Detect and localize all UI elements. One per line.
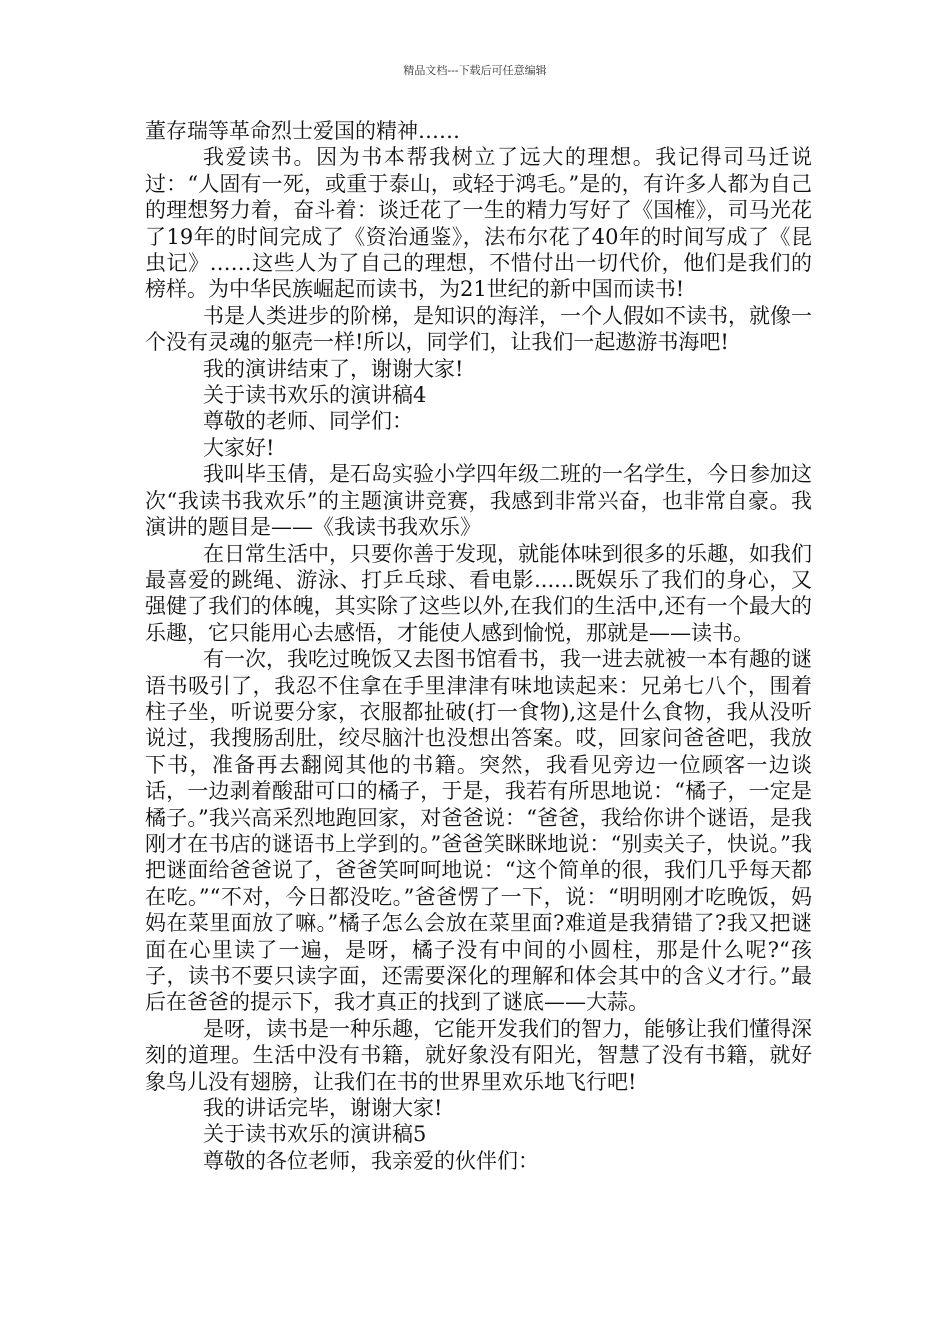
paragraph: 有一次，我吃过晚饭又去图书馆看书，我一进去就被一本有趣的谜语书吸引了，我忍不住拿在手里津津有味地读起来：兄弟七八个，围着柱子坐，听说要分家，衣服都扯破(打一食物),这是什么食物，我从没听说过，我搜肠刮肚，绞尽脑汁也没想出答案。哎，回家问爸爸吧，我放下书，准备再去翻阅其他的书籍。突然，我看见旁边一位顾客一边谈话，一边剥着酸甜可口的橘子，于是，我若有所思地说：“橘子，一定是橘子。”我兴高采烈地跑回家，对爸爸说：“爸爸，我给你讲个谜语，是我刚才在书店的谜语书上学到的。”爸爸笑眯眯地说：“别卖关子，快说。”我把谜面给爸爸说了，爸爸笑呵呵地说：“这个简单的很，我们几乎每天都在吃。”“不对，今日都没吃。”爸爸愣了一下，说：“明明刚才吃晚饭，妈妈在菜里面放了嘛。”橘子怎么会放在菜里面?难道是我猜错了?我又把谜面在心里读了一遍，是呀，橘子没有中间的小圆柱，那是什么呢?“孩子，读书不要只读字面，还需要深化的理解和体会其中的含义才行。”最后在爸爸的提示下，我才真正的找到了谜底——大蒜。 — [145, 647, 812, 1015]
section-title: 关于读书欢乐的演讲稿5 — [203, 1122, 427, 1147]
salutation: 尊敬的老师、同学们： — [203, 409, 413, 434]
paragraph: 我爱读书。因为书本帮我树立了远大的理想。我记得司马迁说过：“人固有一死，或重于泰山，或轻于鸿毛。”是的，有许多人都为自己的理想努力着，奋斗着：谈迁花了一生的精力写好了《国榷》，司马光花了19年的时间完成了《资治通鉴》，法布尔花了40年的时间写成了《昆虫记》……这些人为了自己的理想，不惜付出一切代价，他们是我们的榜样。为中华民族崛起而读书，为21世纪的新中国而读书! — [145, 145, 812, 302]
salutation: 尊敬的各位老师，我亲爱的伙伴们： — [203, 1148, 539, 1173]
paragraph: 我叫毕玉倩，是石岛实验小学四年级二班的一名学生，今日参加这次“我读书我欢乐”的主题演讲竞赛，我感到非常兴奋，也非常自豪。我演讲的题目是——《我读书我欢乐》 — [145, 462, 812, 540]
section-title: 关于读书欢乐的演讲稿4 — [203, 383, 427, 408]
greeting: 大家好! — [203, 435, 275, 460]
paragraph: 是呀，读书是一种乐趣，它能开发我们的智力，能够让我们懂得深刻的道理。生活中没有书籍，就好象没有阳光，智慧了没有书籍，就好象鸟儿没有翅膀，让我们在书的世界里欢乐地飞行吧! — [145, 1016, 812, 1094]
paragraph: 我的讲话完毕，谢谢大家! — [203, 1096, 443, 1121]
paragraph: 在日常生活中，只要你善于发现，就能体味到很多的乐趣，如我们最喜爱的跳绳、游泳、打乒乓球、看电影......既娱乐了我们的身心，又强健了我们的体魄，其实除了这些以外,在我们的生活中,还有一个最大的乐趣，它只能用心去感悟，才能使人感到愉悦，那就是——读书。 — [145, 541, 812, 645]
document-body — [145, 118, 812, 1174]
page-header: 精品文档---下载后可任意编辑 — [403, 64, 547, 77]
paragraph: 董存瑞等革命烈士爱国的精神…… — [145, 119, 460, 143]
paragraph: 书是人类进步的阶梯，是知识的海洋，一个人假如不读书，就像一个没有灵魂的躯壳一样!所以，同学们，让我们一起遨游书海吧! — [145, 303, 812, 355]
paragraph: 我的演讲结束了，谢谢大家! — [203, 356, 464, 381]
